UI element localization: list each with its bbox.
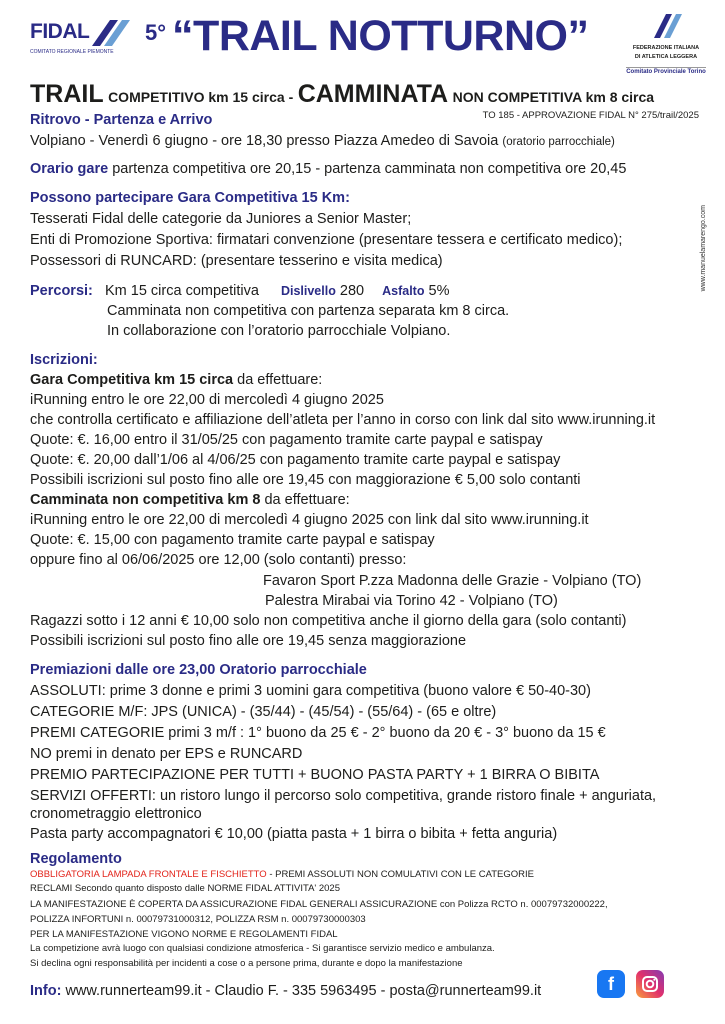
premiazioni-line: SERVIZI OFFERTI: un ristoro lungo il percorso solo competitiva, grande ristoro finale + anguriata, [30, 788, 657, 804]
premiazioni-line: cronometraggio elettronico [30, 806, 202, 822]
shop-address: Favaron Sport P.zza Madonna delle Grazie - Volpiano (TO) [263, 573, 642, 589]
fidal-federation-line2: DI ATLETICA LEGGERA [634, 53, 698, 60]
regolamento-line: POLIZZA INFORTUNI n. 00079731000312, POLIZZA RSM n. 00079730000303 [30, 914, 366, 925]
camminata-detail: iRunning entro le ore 22,00 di mercoledì 4 giugno 2025 con link dal sito www.irunning.it [30, 512, 589, 528]
premiazioni-line: ASSOLUTI: prime 3 donne e primi 3 uomini gara competitiva (buono valore € 50-40-30) [30, 683, 591, 699]
iscrizioni-heading: Iscrizioni: [30, 352, 98, 368]
camminata-detail: Quote: €. 15,00 con pagamento tramite carte paypal e satispay [30, 532, 435, 548]
dislivello-value: 280 [339, 283, 365, 299]
regolamento-line: LA MANIFESTAZIONE È COPERTA DA ASSICURAZIONE FIDAL GENERALI ASSICURAZIONE con Polizza RCTO n. 00079732000222, [30, 899, 608, 910]
headline-camminata-sub: NON COMPETITIVA km 8 circa [452, 89, 655, 105]
premiazioni-line: CATEGORIE M/F: JPS (UNICA) - (35/44) - (45/54) - (55/64) - (65 e oltre) [30, 704, 497, 720]
ritrovo-note: (oratorio parrocchiale) [502, 136, 615, 148]
iscrizioni-final: Possibili iscrizioni sul posto fino alle ore 19,45 senza maggiorazione [30, 633, 467, 649]
percorsi-main-line [105, 283, 449, 299]
comitato-provinciale: Comitato Provinciale Torino [626, 69, 706, 75]
gara-detail: Quote: €. 16,00 entro il 31/05/25 con pagamento tramite carte paypal e satispay [30, 432, 543, 448]
gara-detail: che controlla certificato e affiliazione dell’atleta per l’anno in corso con link dal sito www.irunning.it [30, 412, 656, 428]
asfalto-value: 5% [428, 283, 450, 299]
approval-code: TO 185 - APPROVAZIONE FIDAL N° 275/trail/2025 [482, 110, 699, 121]
page-title [145, 12, 615, 61]
event-name: “TRAIL NOTTURNO” [172, 12, 589, 60]
partecipanti-line: Possessori di RUNCARD: (presentare tesserino e visita medica) [30, 253, 443, 269]
instagram-icon[interactable] [636, 970, 664, 998]
ritrovo-heading: Ritrovo - Partenza e Arrivo [30, 112, 213, 128]
partecipanti-heading: Possono partecipare Gara Competitiva 15 Km: [30, 190, 350, 206]
ritrovo-text [30, 133, 615, 149]
regolamento-red-rest: - PREMI ASSOLUTI NON COMULATIVI CON LE CATEGORIE [269, 869, 534, 880]
gara-bold: Gara Competitiva km 15 circa [30, 372, 234, 388]
regolamento-red-line [30, 869, 534, 880]
shop-address: Palestra Mirabai via Torino 42 - Volpiano (TO) [265, 593, 558, 609]
regolamento-line: PER LA MANIFESTAZIONE VIGONO NORME E REGOLAMENTI FIDAL [30, 929, 338, 940]
headline-trail-sub: COMPETITIVO km 15 circa - [108, 89, 294, 105]
premiazioni-line: Pasta party accompagnatori € 10,00 (piatta pasta + 1 birra o bibita + fetta anguria) [30, 826, 558, 842]
orario-heading: Orario gare [30, 161, 109, 177]
gara-detail: iRunning entro le ore 22,00 di mercoledì 4 giugno 2025 [30, 392, 384, 408]
gara-detail: Quote: €. 20,00 dall’1/06 al 4/06/25 con pagamento tramite carte paypal e satispay [30, 452, 561, 468]
facebook-icon[interactable]: f [597, 970, 625, 998]
premiazioni-line: PREMIO PARTECIPAZIONE PER TUTTI + BUONO PASTA PARTY + 1 BIRRA O BIBITA [30, 767, 600, 783]
partecipanti-line: Tesserati Fidal delle categorie da Juniores a Senior Master; [30, 211, 412, 227]
fidal-logo-sub: COMITATO REGIONALE PIEMONTE [30, 49, 114, 55]
fidal-logo [30, 14, 145, 60]
ritrovo-main: Volpiano - Venerdì 6 giugno - ore 18,30 presso Piazza Amedeo di Savoia [30, 133, 499, 149]
dislivello-label: Dislivello [280, 284, 336, 298]
percorsi-heading: Percorsi: [30, 283, 93, 299]
camminata-bold: Camminata non competitiva km 8 [30, 492, 261, 508]
orario-text: partenza competitiva ore 20,15 - partenza camminata non competitiva ore 20,45 [112, 161, 627, 177]
fidal-federation-line1: FEDERAZIONE ITALIANA [632, 45, 700, 51]
instagram-glyph-icon [636, 970, 664, 998]
asfalto-label: Asfalto [382, 284, 425, 298]
regolamento-line: Si declina ogni responsabilità per incidenti a cose o a persone prima, durante e dopo la manifestazione [30, 958, 463, 969]
percorsi-main: Km 15 circa competitiva [105, 283, 259, 299]
info-line [30, 983, 541, 999]
partecipanti-line: Enti di Promozione Sportiva: firmatari convenzione (presentare tessera e certificato medico); [30, 232, 623, 248]
headline [30, 80, 654, 109]
side-credit [700, 205, 710, 315]
side-credit-text: www.manuelamarengo.com [700, 205, 707, 292]
premiazioni-line: NO premi in denato per EPS e RUNCARD [30, 746, 303, 762]
headline-trail: TRAIL [30, 80, 104, 108]
fidal-logo-mark-icon [88, 18, 136, 48]
percorsi-line3: In collaborazione con l’oratorio parrocchiale Volpiano. [107, 323, 451, 339]
fidal-logo-word: FIDAL [30, 20, 90, 43]
orario-line [30, 161, 626, 177]
gara-detail: Possibili iscrizioni sul posto fino alle ore 19,45 con maggiorazione € 5,00 solo contanti [30, 472, 581, 488]
edition-number: 5° [145, 20, 167, 45]
premiazioni-heading: Premiazioni dalle ore 23,00 Oratorio parrocchiale [30, 662, 367, 678]
camminata-line [30, 492, 350, 508]
camminata-detail: oppure fino al 06/06/2025 ore 12,00 (solo contanti) presso: [30, 552, 407, 568]
info-label: Info: [30, 983, 62, 999]
gara-rest: da effettuare: [237, 372, 323, 388]
fidal-provincial-logo [622, 14, 710, 76]
fidal-mark-icon [646, 14, 686, 38]
regolamento-heading: Regolamento [30, 851, 122, 867]
info-text[interactable]: www.runnerteam99.it - Claudio F. - 335 5963495 - posta@runnerteam99.it [65, 983, 542, 999]
regolamento-line: RECLAMI Secondo quanto disposto dalle NORME FIDAL ATTIVITA' 2025 [30, 883, 341, 894]
percorsi-line2: Camminata non competitiva con partenza separata km 8 circa. [107, 303, 510, 319]
iscrizioni-final: Ragazzi sotto i 12 anni € 10,00 solo non competitiva anche il giorno della gara (solo contanti) [30, 613, 627, 629]
regolamento-red: OBBLIGATORIA LAMPADA FRONTALE E FISCHIETTO [30, 869, 267, 880]
regolamento-line: La competizione avrà luogo con qualsiasi condizione atmosferica - Si garantisce servizio medico e ambulanza. [30, 943, 495, 954]
headline-camminata: CAMMINATA [297, 80, 449, 108]
gara-line [30, 372, 322, 388]
camminata-rest: da effettuare: [264, 492, 350, 508]
premiazioni-line: PREMI CATEGORIE primi 3 m/f : 1° buono da 25 € - 2° buono da 20 € - 3° buono da 15 € [30, 725, 606, 741]
